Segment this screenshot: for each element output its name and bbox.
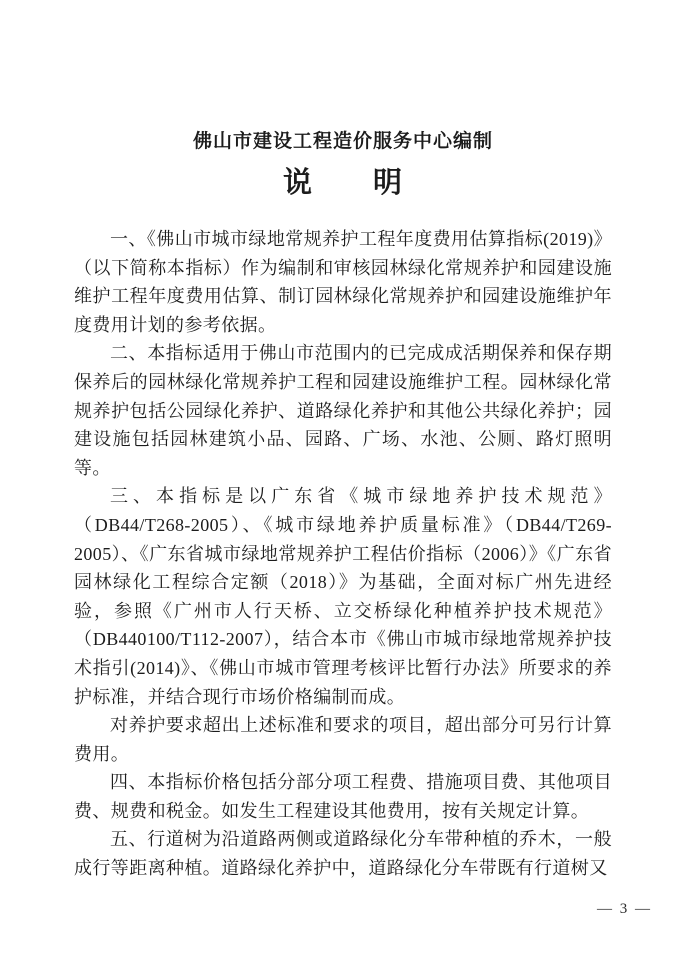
paragraph-6: 五、行道树为沿道路两侧或道路绿化分车带种植的乔木，一般成行等距离种植。道路绿化养护中，道路绿化分车带既有行道树又	[74, 829, 612, 879]
page-number: — 3 —	[597, 901, 652, 917]
paragraph-4: 对养护要求超出上述标准和要求的项目，超出部分可另行计算费用。	[74, 715, 612, 764]
page-footer	[597, 900, 652, 918]
paragraph-1: 一、《佛山市城市绿地常规养护工程年度费用估算指标(2019)》（以下简称本指标）作为编制和审核园林绿化常规养护和园建设施维护工程年度费用估算、制订园林绿化常规养护和园建设施维护年度费用计划的参考依据。	[74, 229, 612, 335]
document-content	[74, 130, 612, 883]
paragraph-5: 四、本指标价格包括分部分项工程费、措施项目费、其他项目费、规费和税金。如发生工程建设其他费用，按有关规定计算。	[74, 772, 612, 821]
paragraph-2: 二、本指标适用于佛山市范围内的已完成成活期保养和保存期保养后的园林绿化常规养护工程和园建设施维护工程。园林绿化常规养护包括公园绿化养护、道路绿化养护和其他公共绿化养护；园建设施包括园林建筑小品、园路、广场、水池、公厕、路灯照明等。	[74, 343, 612, 478]
paragraph-3: 三、本指标是以广东省《城市绿地养护技术规范》（DB44/T268-2005）、《城市绿地养护质量标准》（DB44/T269-2005）、《广东省城市绿地常规养护工程估价指标（2006）》《广东省园林绿化工程综合定额（2018）》为基础，全面对标广州先进经验，参照《广州市人行天桥、立交桥绿化种植养护技术规范》（DB440100/T112-2007），结合本市《佛山市城市绿地常规养护技术指引(2014)》、《佛山市城市管理考核评比暂行办法》所要求的养护标准，并结合现行市场价格编制而成。	[74, 486, 612, 707]
document-body	[74, 225, 612, 883]
page-title: 说 明	[282, 167, 403, 199]
compiler-line: 佛山市建设工程造价服务中心编制	[192, 131, 493, 152]
